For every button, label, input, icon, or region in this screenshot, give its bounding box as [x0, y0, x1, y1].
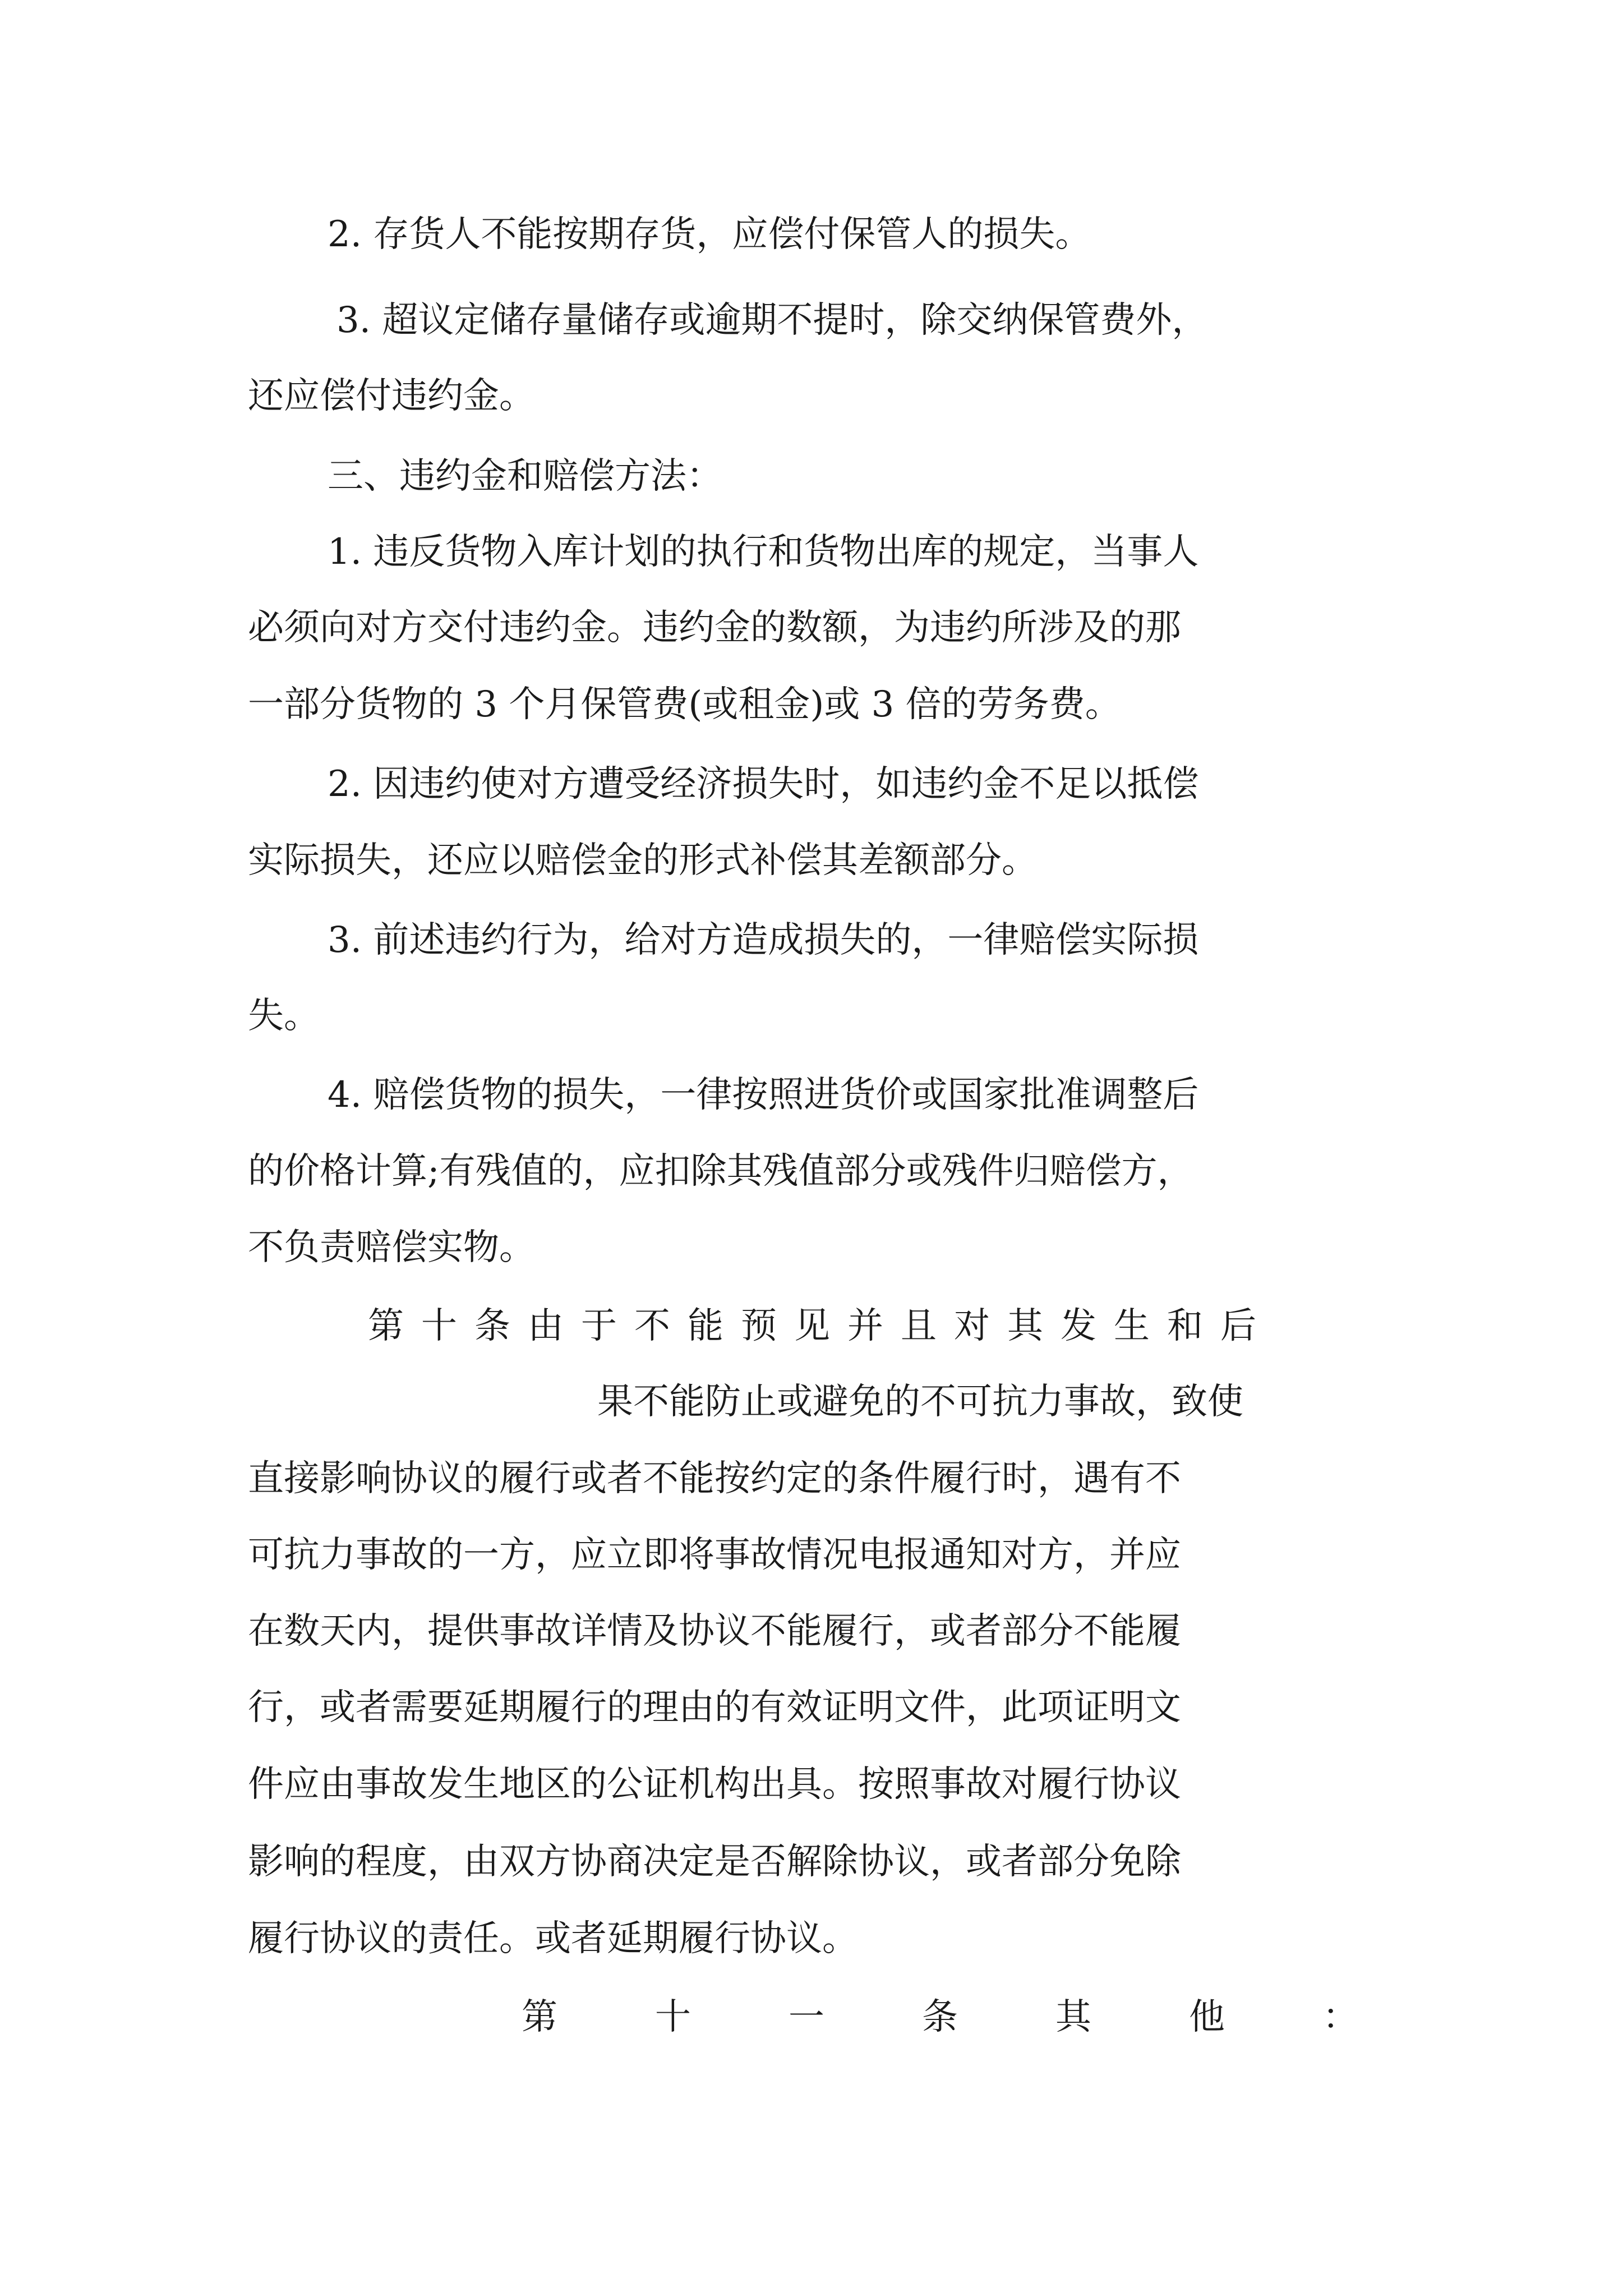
- paragraph-line: [0, 914, 1623, 966]
- text-line: 果不能防止或避免的不可抗力事故，致使: [597, 1381, 1243, 1423]
- paragraph-line: [0, 1682, 1623, 1733]
- text-line: 行，或者需要延期履行的理由的有效证明文件，此项证明文: [248, 1687, 1181, 1728]
- heading-char: 一: [789, 1996, 824, 2038]
- text-line: 还应偿付违约金。: [248, 375, 535, 417]
- heading-char: 其: [1055, 1996, 1091, 2038]
- paragraph-line: [0, 1376, 1623, 1428]
- text-line: 直接影响协议的履行或者不能按约定的条件履行时，遇有不: [248, 1458, 1181, 1499]
- text-line: 第十条由于不能预见并且对其发生和后: [368, 1305, 1274, 1347]
- text-line: 不负责赔偿实物。: [248, 1227, 535, 1268]
- text-line: 一部分货物的 3 个月保管费(或租金)或 3 倍的劳务费。: [248, 684, 1121, 725]
- text-line: 3. 前述违约行为，给对方造成损失的，一律赔偿实际损: [328, 919, 1199, 961]
- paragraph-line: [0, 1529, 1623, 1581]
- paragraph-line: [0, 295, 1623, 346]
- heading-char: 十: [655, 1996, 691, 2038]
- text-line: 三、违约金和赔偿方法：: [328, 455, 722, 497]
- paragraph-line: [0, 1145, 1623, 1197]
- paragraph-line: [0, 602, 1623, 654]
- text-line: 4. 赔偿货物的损失，一律按照进货价或国家批准调整后: [328, 1074, 1199, 1116]
- text-line: 3. 超议定储存量储存或逾期不提时，除交纳保管费外，: [336, 300, 1208, 341]
- paragraph-line: [0, 1222, 1623, 1273]
- text-line: 1. 违反货物入库计划的执行和货物出库的规定，当事人: [328, 531, 1199, 573]
- text-line: 履行协议的责任。或者延期履行协议。: [248, 1918, 858, 1959]
- heading-char: 第: [522, 1996, 557, 2038]
- text-line: 失。: [248, 995, 320, 1037]
- heading-char: 条: [922, 1996, 958, 2038]
- paragraph-line: [0, 526, 1623, 578]
- paragraph-line: [0, 1836, 1623, 1888]
- paragraph-line: [0, 679, 1623, 730]
- text-line: 2. 存货人不能按期存货，应偿付保管人的损失。: [328, 214, 1091, 255]
- text-line: 实际损失，还应以赔偿金的形式补偿其差额部分。: [248, 840, 1038, 881]
- paragraph-line: [0, 758, 1623, 810]
- heading-char: 他: [1189, 1996, 1225, 2038]
- paragraph-line: [0, 835, 1623, 886]
- paragraph-line: [0, 1605, 1623, 1657]
- text-line: 可抗力事故的一方，应立即将事故情况电报通知对方，并应: [248, 1534, 1181, 1576]
- text-line: 2. 因违约使对方遭受经济损失时，如违约金不足以抵偿: [328, 763, 1199, 805]
- article-11-chars: [522, 1991, 1358, 2043]
- text-line: 的价格计算;有残值的，应扣除其残值部分或残件归赔偿方，: [248, 1151, 1193, 1192]
- paragraph-line: [0, 1759, 1623, 1810]
- text-line: 在数天内，提供事故详情及协议不能履行，或者部分不能履: [248, 1611, 1181, 1652]
- article-10-heading: [0, 1300, 1623, 1352]
- text-line: 件应由事故发生地区的公证机构出具。按照事故对履行协议: [248, 1764, 1181, 1805]
- article-11-heading: [0, 1991, 1623, 2043]
- paragraph-line: [0, 990, 1623, 1042]
- paragraph-line: [0, 209, 1623, 260]
- paragraph-line: [0, 370, 1623, 422]
- text-line: 必须向对方交付违约金。违约金的数额，为违约所涉及的那: [248, 607, 1181, 648]
- heading-char: ：: [1322, 1996, 1358, 2038]
- section-heading: [0, 450, 1623, 502]
- paragraph-line: [0, 1069, 1623, 1121]
- paragraph-line: [0, 1913, 1623, 1964]
- paragraph-line: [0, 1453, 1623, 1504]
- text-line: 影响的程度，由双方协商决定是否解除协议，或者部分免除: [248, 1841, 1181, 1883]
